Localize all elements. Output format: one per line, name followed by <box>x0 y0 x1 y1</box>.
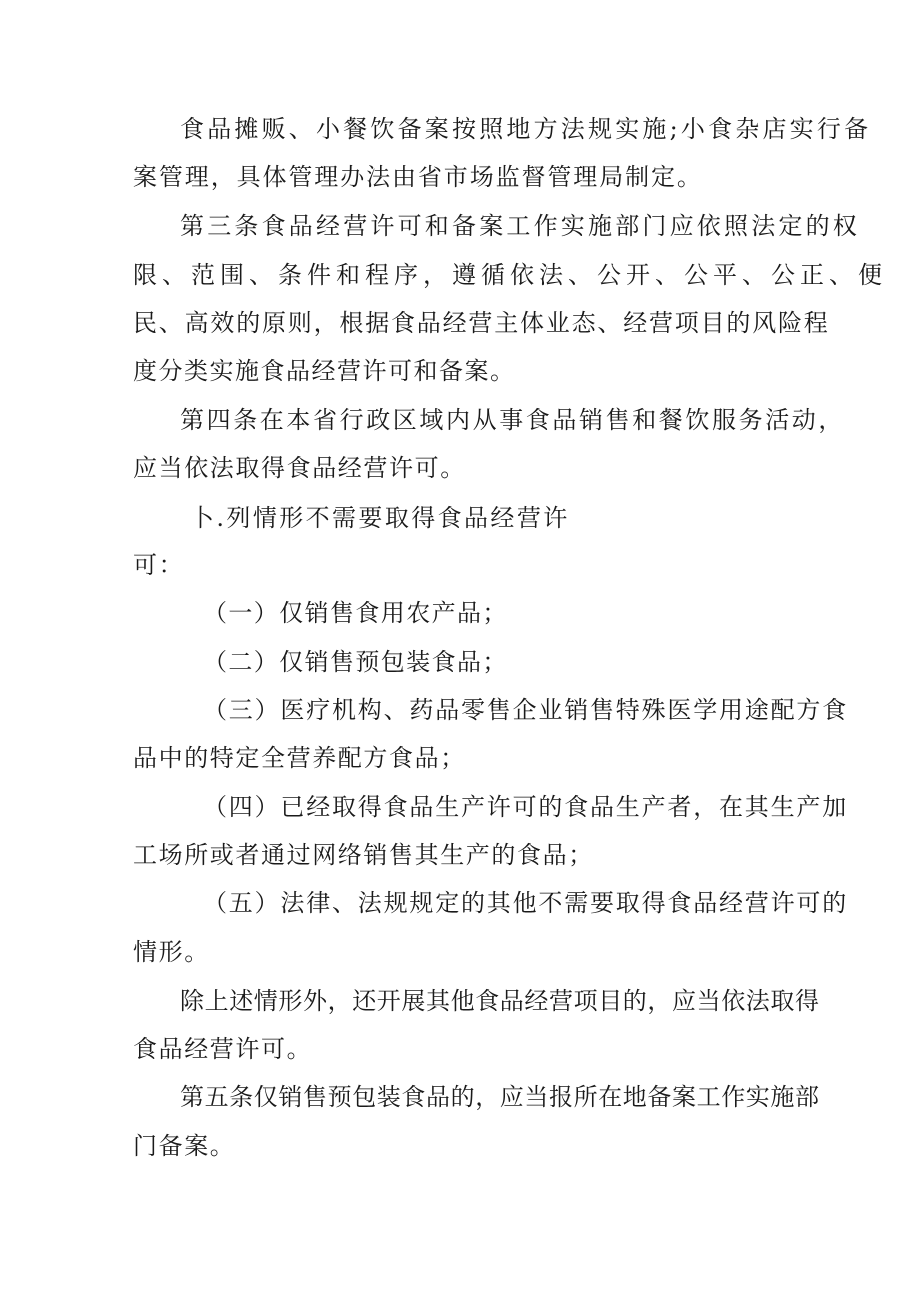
text-line: 民、高效的原则，根据食品经营主体业态、经营项目的风险程 <box>133 309 830 337</box>
text-line: （四）已经取得食品生产许可的食品生产者，在其生产加 <box>203 793 848 821</box>
text-line: 第三条食品经营许可和备案工作实施部门应依照法定的权 <box>180 212 860 240</box>
text-line: （二）仅销售预包装食品； <box>203 648 508 676</box>
text-line: （一）仅销售食用农产品； <box>203 599 508 627</box>
text-line: 第五条仅销售预包装食品的，应当报所在地备案工作实施部 <box>180 1083 820 1111</box>
text-line: 应当依法取得食品经营许可。 <box>133 454 466 482</box>
text-line: 食品摊贩、小餐饮备案按照地方法规实施;小食杂店实行备 <box>180 115 872 143</box>
text-line: 案管理，具体管理办法由省市场监督管理局制定。 <box>133 163 703 191</box>
text-line: （三）医疗机构、药品零售企业销售特殊医学用途配方食 <box>203 696 848 724</box>
text-line: （五）法律、法规规定的其他不需要取得食品经营许可的 <box>203 889 848 917</box>
text-line: 可： <box>133 551 185 579</box>
text-line: 除上述情形外，还开展其他食品经营项目的，应当依法取得 <box>180 987 820 1015</box>
text-line: 食品经营许可。 <box>133 1035 313 1063</box>
text-line: 品中的特定全营养配方食品； <box>133 744 466 772</box>
text-line: 门备案。 <box>133 1132 236 1160</box>
text-line: 情形。 <box>133 938 210 966</box>
text-line: 度分类实施食品经营许可和备案。 <box>133 357 516 385</box>
text-line: 限、范围、条件和程序，遵循依法、公开、公平、公正、便 <box>133 261 887 289</box>
text-line: 工场所或者通过网络销售其生产的食品； <box>133 841 594 869</box>
text-line: 卜.列情形不需要取得食品经营许 <box>190 504 570 532</box>
text-line: 第四条在本省行政区域内从事食品销售和餐饮服务活动， <box>180 406 845 434</box>
